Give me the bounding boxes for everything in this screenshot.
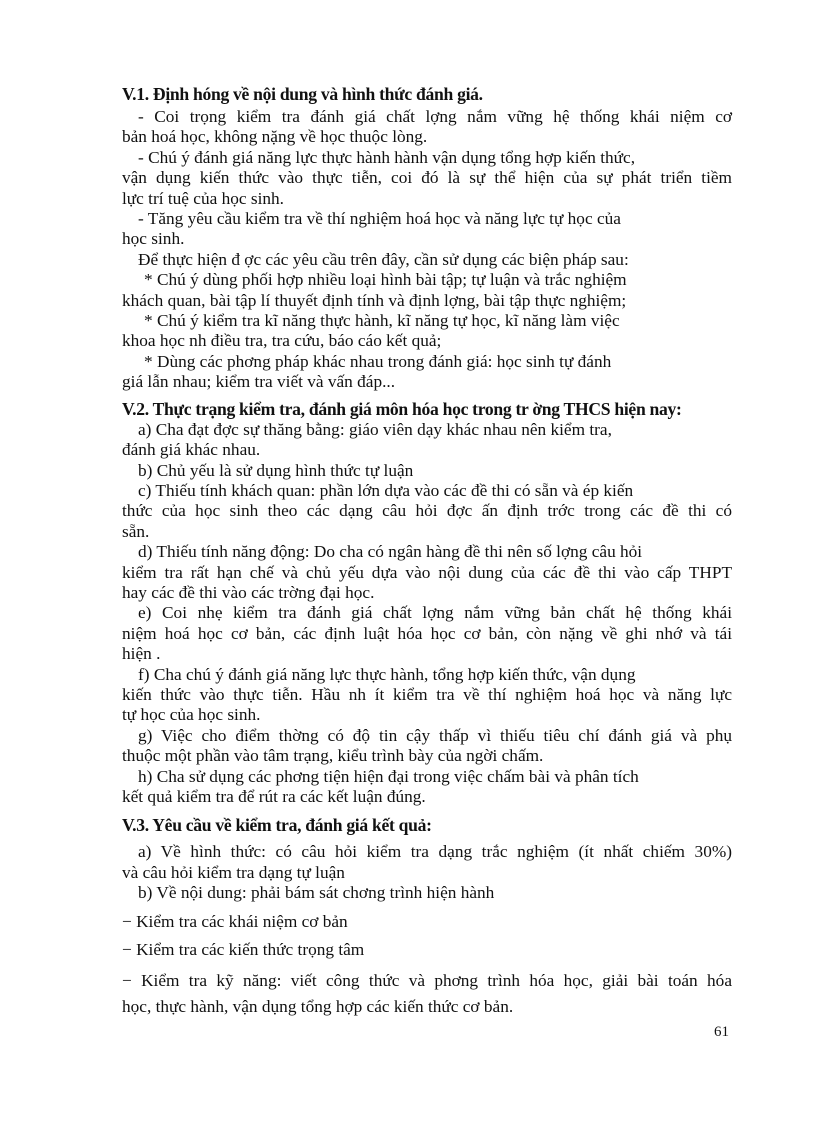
text-line: bản hoá học, không nặng về học thuộc lòng. — [122, 127, 428, 147]
paragraph — [122, 665, 732, 726]
page-content — [122, 84, 732, 1020]
section-heading-v2: V.2. Thực trạng kiểm tra, đánh giá môn hóa học trong tr ờng THCS hiện nay: — [122, 398, 682, 419]
text-line: f) Cha chú ý đánh giá năng lực thực hành, tổng hợp kiến thức, vận dụng — [138, 664, 636, 684]
text-line: thức của học sinh theo các dạng câu hỏi đợc ấn định trớc trong các đề thi có — [122, 501, 732, 521]
text-line: g) Việc cho điểm thờng có độ tin cậy thấp vì thiếu tiêu chí đánh giá và phụ — [138, 725, 732, 745]
section-heading-v1: V.1. Định hóng về nội dung và hình thức đánh giá. — [122, 84, 483, 104]
text-line: h) Cha sử dụng các phơng tiện hiện đại trong việc chấm bài và phân tích — [138, 766, 639, 786]
text-line: học, thực hành, vận dụng tổng hợp các kiến thức cơ bản. — [122, 996, 514, 1016]
text-line: hay các đề thi vào các trờng đại học. — [122, 582, 375, 602]
paragraph — [122, 726, 732, 767]
text-line: a) Cha đạt đợc sự thăng bằng: giáo viên dạy khác nhau nên kiểm tra, — [138, 419, 612, 439]
paragraph — [122, 420, 732, 461]
paragraph — [122, 107, 732, 148]
text-line: b) Về nội dung: phải bám sát chơng trình hiện hành — [138, 883, 495, 903]
paragraph — [122, 542, 732, 603]
text-line: − Kiểm tra các khái niệm cơ bản — [122, 911, 348, 931]
text-line: a) Về hình thức: có câu hỏi kiểm tra dạng trắc nghiệm (ít nhất chiếm 30%) — [138, 842, 732, 862]
text-line: hiện . — [122, 644, 161, 664]
text-line: e) Coi nhẹ kiểm tra đánh giá chất lợng nắm vững bản chất hệ thống khái — [138, 603, 732, 623]
paragraph — [122, 148, 732, 209]
section-heading-v3: V.3. Yêu cầu về kiểm tra, đánh giá kết quả: — [122, 815, 432, 836]
text-line: thuộc một phần vào tâm trạng, kiểu trình bày của ngời chấm. — [122, 746, 544, 766]
text-line: c) Thiếu tính khách quan: phần lớn dựa vào các đề thi có sẵn và ép kiến — [138, 480, 634, 500]
paragraph — [122, 767, 732, 808]
paragraph — [122, 603, 732, 664]
paragraph — [122, 481, 732, 542]
text-line: lực trí tuệ của học sinh. — [122, 188, 284, 208]
text-line: * Dùng các phơng pháp khác nhau trong đánh giá: học sinh tự đánh — [144, 351, 612, 371]
page-number: 61 — [714, 1024, 729, 1040]
text-line: − Kiểm tra các kiến thức trọng tâm — [122, 939, 365, 959]
text-line: học sinh. — [122, 229, 185, 249]
list-item — [122, 912, 732, 932]
text-line: tự học của học sinh. — [122, 705, 261, 725]
paragraph — [122, 311, 732, 352]
text-line: kiểm tra rất hạn chế và chủ yếu dựa vào nội dung của các đề thi vào cấp THPT — [122, 562, 732, 582]
text-line: - Tăng yêu cầu kiểm tra về thí nghiệm hoá học và năng lực tự học của — [138, 209, 621, 229]
text-line: b) Chủ yếu là sử dụng hình thức tự luận — [138, 460, 414, 480]
text-line: * Chú ý dùng phối hợp nhiều loại hình bài tập; tự luận và trắc nghiệm — [144, 270, 627, 290]
paragraph — [122, 883, 732, 903]
text-line: khách quan, bài tập lí thuyết định tính và định lợng, bài tập thực nghiệm; — [122, 290, 627, 310]
text-line: niệm hoá học cơ bản, các định luật hóa học cơ bản, còn nặng về ghi nhớ và tái — [122, 623, 732, 643]
text-line: - Chú ý đánh giá năng lực thực hành hành vận dụng tổng hợp kiến thức, — [138, 147, 636, 167]
text-line: kiến thức vào thực tiễn. Hầu nh ít kiểm tra về thí nghiệm hoá học và năng lực — [122, 684, 732, 704]
text-line: * Chú ý kiểm tra kĩ năng thực hành, kĩ năng tự học, kĩ năng làm việc — [144, 311, 620, 331]
text-line: sẵn. — [122, 521, 150, 541]
paragraph — [122, 461, 732, 481]
text-line: và câu hỏi kiểm tra dạng tự luận — [122, 862, 345, 882]
text-line: giá lẫn nhau; kiểm tra viết và vấn đáp... — [122, 372, 396, 392]
paragraph — [122, 209, 732, 250]
text-line: Để thực hiện đ ợc các yêu cầu trên đây, cần sử dụng các biện pháp sau: — [138, 249, 629, 269]
list-item — [122, 968, 732, 1020]
section-v2-body — [122, 420, 732, 808]
paragraph — [122, 250, 732, 270]
text-line: vận dụng kiến thức vào thực tiễn, coi đó là sự thể hiện của sự phát triển tiềm — [122, 168, 732, 188]
text-line: khoa học nh điều tra, tra cứu, báo cáo kết quả; — [122, 331, 442, 351]
section-v3-body — [122, 842, 732, 1019]
section-v1-body — [122, 107, 732, 393]
paragraph — [122, 352, 732, 393]
text-line: đánh giá khác nhau. — [122, 440, 261, 460]
paragraph — [122, 270, 732, 311]
list-item — [122, 940, 732, 960]
text-line: d) Thiếu tính năng động: Do cha có ngân hàng đề thi nên số lợng câu hỏi — [138, 542, 643, 562]
text-line: kết quả kiểm tra để rút ra các kết luận đúng. — [122, 787, 426, 806]
text-line: - Coi trọng kiểm tra đánh giá chất lợng nắm vững hệ thống khái niệm cơ — [138, 107, 732, 126]
paragraph — [122, 842, 732, 883]
text-line: − Kiểm tra kỹ năng: viết công thức và phơng trình hóa học, giải bài toán hóa — [122, 970, 732, 990]
